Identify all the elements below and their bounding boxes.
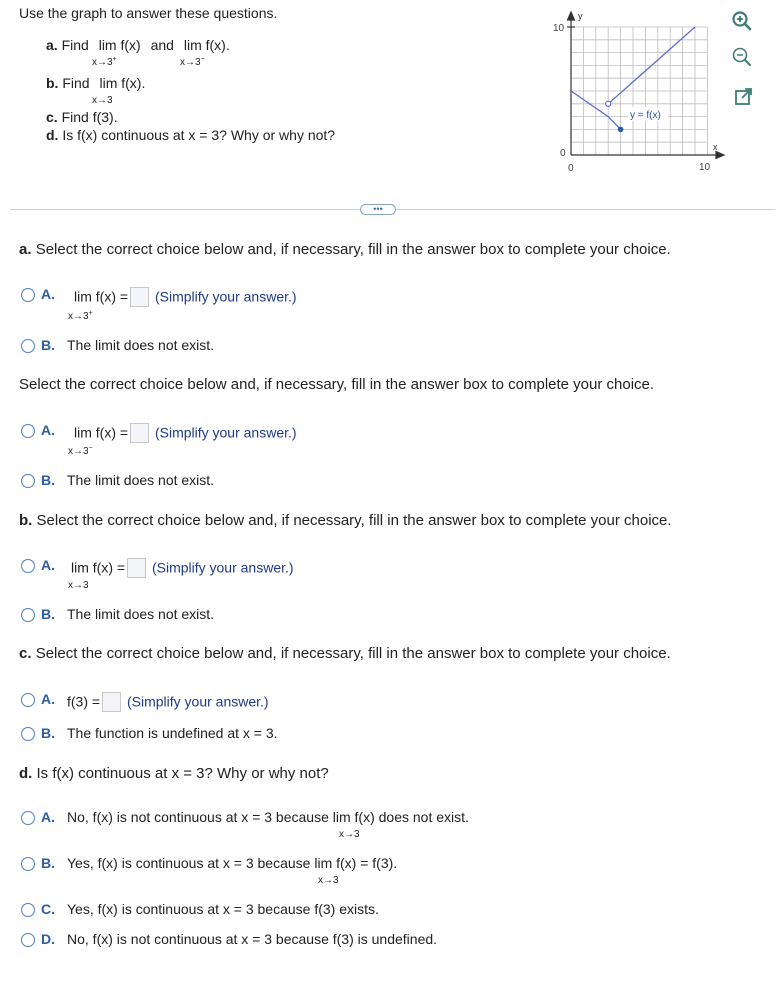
part-a-answer-box-2[interactable]	[130, 423, 149, 443]
part-c-choice-a-hint: (Simplify your answer.)	[126, 693, 269, 710]
x-tick-10: 10	[699, 162, 711, 173]
part-b-letter-a: A.	[41, 557, 55, 573]
intro-a-sub2-text: x→3	[180, 57, 201, 68]
zoom-in-icon[interactable]	[731, 10, 753, 32]
part-a-letter-a: A.	[41, 286, 55, 302]
part-a-prompt-text: Select the correct choice below and, if necessary, fill in the answer box to complete your choice.	[35, 241, 671, 258]
part-b-choice-a-sub: x→3	[68, 580, 89, 591]
part-c-prompt	[19, 645, 671, 662]
intro-a-find: Find	[61, 37, 89, 53]
part-c-radio-b[interactable]	[21, 727, 35, 741]
popout-icon[interactable]	[733, 86, 755, 108]
intro-b-lim: lim f(x).	[99, 75, 146, 91]
part-a-choice-a-sub-text: x→3	[68, 311, 89, 322]
part-a-letter-b: B.	[41, 337, 55, 353]
part-b-prompt	[19, 512, 672, 529]
part-a-choice-a-hint: (Simplify your answer.)	[154, 288, 297, 305]
intro-a-letter: a.	[46, 37, 58, 53]
part-a-choice-a-sup: +	[88, 310, 93, 317]
intro-b-letter: b.	[46, 75, 59, 91]
intro-part-b	[46, 75, 145, 91]
part-d-radio-a[interactable]	[21, 811, 35, 825]
part-a-choice-a-sub	[68, 311, 93, 322]
part-b-radio-b[interactable]	[21, 608, 35, 622]
part-a-prompt-2: Select the correct choice below and, if necessary, fill in the answer box to complete your choice.	[19, 376, 655, 393]
intro-a-sub1	[92, 57, 117, 68]
intro-b-sub: x→3	[92, 95, 113, 106]
more-options-button[interactable]: •••	[360, 204, 396, 215]
part-d-radio-d[interactable]	[21, 933, 35, 947]
intro-d-letter: d.	[46, 127, 59, 143]
part-d-choice-b-sub: x→3	[318, 875, 339, 886]
intro-d-text: Is f(x) continuous at x = 3? Why or why not?	[62, 127, 336, 143]
intro-a-sub2	[180, 57, 205, 68]
part-b-choice-a	[71, 559, 294, 579]
function-graph	[550, 8, 735, 183]
part-a2-letter-b: B.	[41, 472, 55, 488]
part-d-letter-d: D.	[41, 931, 55, 947]
part-a2-choice-a-hint: (Simplify your answer.)	[154, 424, 297, 441]
part-b-prompt-letter: b.	[19, 512, 33, 529]
y-axis-label: y	[578, 11, 583, 21]
part-b-choice-a-hint: (Simplify your answer.)	[151, 559, 294, 576]
open-point	[606, 101, 611, 106]
part-c-prompt-text: Select the correct choice below and, if necessary, fill in the answer box to complete your choice.	[35, 645, 671, 662]
intro-part-d	[46, 127, 335, 143]
intro-a-lim1: lim f(x)	[98, 37, 141, 53]
part-b-answer-box[interactable]	[127, 558, 146, 578]
intro-a-lim2: lim f(x).	[183, 37, 230, 53]
part-a-radio-a[interactable]	[21, 288, 35, 302]
part-a2-choice-a-sub	[68, 446, 93, 457]
part-c-letter-a: A.	[41, 691, 55, 707]
part-d-prompt-letter: d.	[19, 765, 33, 782]
part-a2-choice-a-sub-text: x→3	[68, 446, 89, 457]
part-d-prompt	[19, 765, 329, 782]
part-a2-choice-b-text: The limit does not exist.	[67, 472, 215, 488]
intro-part-c	[46, 109, 118, 125]
part-b-prompt-text: Select the correct choice below and, if necessary, fill in the answer box to complete your choice.	[36, 512, 672, 529]
intro-part-a	[46, 37, 230, 53]
intro-a-sub1-text: x→3	[92, 57, 113, 68]
part-a2-radio-b[interactable]	[21, 474, 35, 488]
part-b-letter-b: B.	[41, 606, 55, 622]
intro-a-and: and	[150, 37, 174, 53]
part-d-choice-b-text: Yes, f(x) is continuous at x = 3 because lim f(x) = f(3).	[67, 855, 398, 871]
x-axis-label: x	[713, 142, 718, 152]
intro-c-text: Find f(3).	[61, 109, 118, 125]
part-a2-choice-a-lim: lim f(x) =	[74, 424, 129, 441]
part-a-answer-box-1[interactable]	[130, 287, 149, 307]
part-d-radio-b[interactable]	[21, 857, 35, 871]
part-b-radio-a[interactable]	[21, 559, 35, 573]
part-d-letter-b: B.	[41, 855, 55, 871]
part-a2-choice-a	[74, 424, 297, 444]
part-d-choice-a-sub: x→3	[339, 829, 360, 840]
y-tick-0: 0	[560, 148, 566, 159]
part-d-letter-c: C.	[41, 901, 55, 917]
part-a2-radio-a[interactable]	[21, 424, 35, 438]
intro-b-find: Find	[62, 75, 90, 91]
y-tick-10: 10	[553, 23, 565, 34]
part-a2-letter-a: A.	[41, 422, 55, 438]
part-c-letter-b: B.	[41, 725, 55, 741]
part-c-choice-a-text: f(3) =	[67, 693, 101, 710]
part-a-choice-a-lim: lim f(x) =	[74, 288, 129, 305]
part-d-choice-c-text: Yes, f(x) is continuous at x = 3 because f(3) exists.	[67, 901, 379, 917]
part-a-choice-a	[74, 288, 297, 308]
part-c-choice-b-text: The function is undefined at x = 3.	[67, 725, 278, 741]
x-tick-0: 0	[568, 163, 574, 174]
part-a-choice-b-text: The limit does not exist.	[67, 337, 215, 353]
part-a-prompt-letter: a.	[19, 241, 32, 258]
part-d-choice-a-text: No, f(x) is not continuous at x = 3 because lim f(x) does not exist.	[67, 809, 469, 825]
question-title: Use the graph to answer these questions.	[19, 5, 278, 21]
part-c-prompt-letter: c.	[19, 645, 32, 662]
intro-a-sup2: −	[200, 56, 205, 63]
curve-label: y = f(x)	[630, 110, 661, 121]
part-c-choice-a	[67, 693, 269, 713]
part-d-radio-c[interactable]	[21, 903, 35, 917]
zoom-out-icon[interactable]	[731, 46, 753, 68]
part-b-choice-b-text: The limit does not exist.	[67, 606, 215, 622]
part-a-prompt	[19, 241, 671, 258]
part-d-letter-a: A.	[41, 809, 55, 825]
intro-c-letter: c.	[46, 109, 58, 125]
part-d-choice-d-text: No, f(x) is not continuous at x = 3 because f(3) is undefined.	[67, 931, 438, 947]
part-c-answer-box[interactable]	[102, 692, 121, 712]
intro-a-sup1: +	[112, 56, 117, 63]
part-a2-choice-a-sup: −	[88, 445, 93, 452]
part-a-radio-b[interactable]	[21, 339, 35, 353]
part-c-radio-a[interactable]	[21, 693, 35, 707]
part-d-prompt-text: Is f(x) continuous at x = 3? Why or why not?	[36, 765, 329, 782]
closed-point	[618, 127, 624, 133]
graph-grid	[571, 27, 707, 155]
part-b-choice-a-lim: lim f(x) =	[71, 559, 126, 576]
